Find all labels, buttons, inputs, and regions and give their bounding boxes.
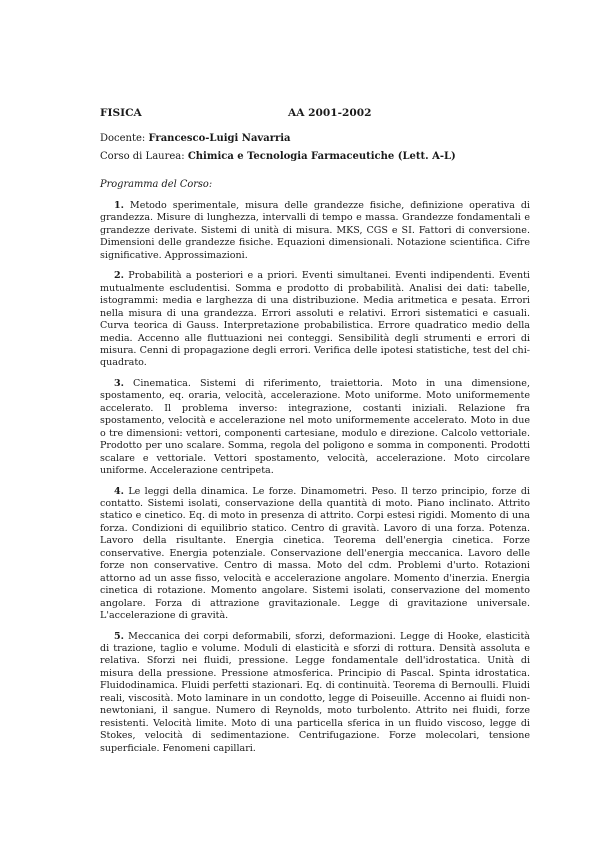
section-text: Meccanica dei corpi deformabili, sforzi, deformazioni. Legge di Hooke, elasticità di trazione, taglio e volume. Moduli di elasticità e sforzi di rottura. Densità assoluta e relativa. Sforzi nei fluidi, pressione. Legge fondamentale dell'idrostatica. Unità di misura della pressione. Pressione atmosferica. Principio di Pascal. Spinta idrostatica. Fluidodinamica. Fluidi perfetti stazionari. Eq. di continuità. Teorema di Bernoulli. Fluidi reali, viscosità. Moto laminare in un condotto, legge di Poiseuille. Accenno ai fluidi non-newtoniani, il sangue. Numero di Reynolds, moto turbolento. Attrito nei fluidi, forze resistenti. Velocità limite. Moto di una particella sferica in un fluido viscoso, legge di Stokes, velocità di sedimentazione. Centrifugazione. Forze molecolari, tensione superficiale. Fenomeni capillari. — [100, 630, 530, 754]
section-text: Metodo sperimentale, misura delle grandezze fisiche, definizione operativa di grandezza. Misure di lunghezza, intervalli di tempo e massa. Grandezze fondamentali e grandezze derivate. Sistemi di unità di misura. MKS, CGS e SI. Fattori di conversione. Dimensioni delle grandezze fisiche. Equazioni dimensionali. Notazione scientifica. Cifre significative. Approssimazioni. — [100, 200, 530, 261]
program-section-3 — [100, 378, 530, 478]
document-page — [100, 106, 530, 755]
section-number: 3. — [114, 377, 124, 389]
teacher-line — [100, 132, 530, 145]
section-text: Probabilità a posteriori e a priori. Eventi simultanei. Eventi indipendenti. Eventi mutualmente escludentisi. Somma e prodotto di probabilità. Analisi dei dati: tabelle, istogrammi: media e larghezza di una distribuzione. Media aritmetica e pesata. Errori nella misura di una grandezza. Errori assoluti e relativi. Errori sistematici e casuali. Curva teorica di Gauss. Interpretazione probabilistica. Errore quadratico medio della media. Accenno alle fluttuazioni nei conteggi. Sensibilità degli strumenti e errori di misura. Cenni di propagazione degli errori. Verifica delle ipotesi statistiche, test del chi-quadrato. — [100, 270, 530, 369]
section-number: 5. — [114, 630, 124, 642]
teacher-label: Docente: — [100, 133, 146, 144]
program-section-4 — [100, 486, 530, 623]
teacher-name: Francesco-Luigi Navarria — [148, 133, 291, 144]
section-text: Cinematica. Sistemi di riferimento, traiettoria. Moto in una dimensione, spostamento, eq. oraria, velocità, accelerazione. Moto uniforme. Moto uniformemente accelerato. Il problema inverso: integrazione, costanti iniziali. Relazione fra spostamento, velocità e accelerazione nel moto uniformemente accelerato. Moto in due o tre dimensioni: vettori, componenti cartesiane, modulo e direzione. Calcolo vettoriale. Prodotto per uno scalare. Somma, regola del poligono e somma in componenti. Prodotti scalare e vettoriale. Vettori spostamento, velocità, accelerazione. Moto circolare uniforme. Accelerazione centripeta. — [100, 377, 530, 477]
program-section-5 — [100, 631, 530, 756]
section-number: 2. — [114, 270, 124, 282]
section-text: Le leggi della dinamica. Le forze. Dinamometri. Peso. Il terzo principio, forze di contatto. Sistemi isolati, conservazione della quantità di moto. Piano inclinato. Attrito statico e cinetico. Eq. di moto in presenza di attrito. Corpi estesi rigidi. Momento di una forza. Condizioni di equilibrio statico. Centro di gravità. Lavoro di una forza. Potenza. Lavoro della risultante. Energia cinetica. Teorema dell'energia cinetica. Forze conservative. Energia potenziale. Conservazione dell'energia meccanica. Lavoro delle forze non conservative. Centro di massa. Moto del cdm. Problemi d'urto. Rotazioni attorno ad un asse fisso, velocità e accelerazione angolare. Momento d'inerzia. Energia cinetica di rotazione. Momento angolare. Sistemi isolati, conservazione del momento angolare. Forza di attrazione gravitazionale. Legge di gravitazione universale. L'accelerazione di gravità. — [100, 485, 530, 622]
course-label: Corso di Laurea: — [100, 151, 185, 162]
academic-year: AA 2001-2002 — [288, 107, 372, 119]
course-name: Chimica e Tecnologia Farmaceutiche (Lett. A-L) — [187, 151, 456, 162]
section-number: 4. — [114, 485, 124, 497]
subject-title: FISICA — [100, 107, 142, 119]
program-section-2 — [100, 270, 530, 370]
program-section-1 — [100, 200, 530, 262]
course-line — [100, 150, 530, 163]
program-title: Programma del Corso: — [100, 179, 213, 190]
section-number: 1. — [114, 200, 124, 211]
course-header — [100, 106, 530, 120]
